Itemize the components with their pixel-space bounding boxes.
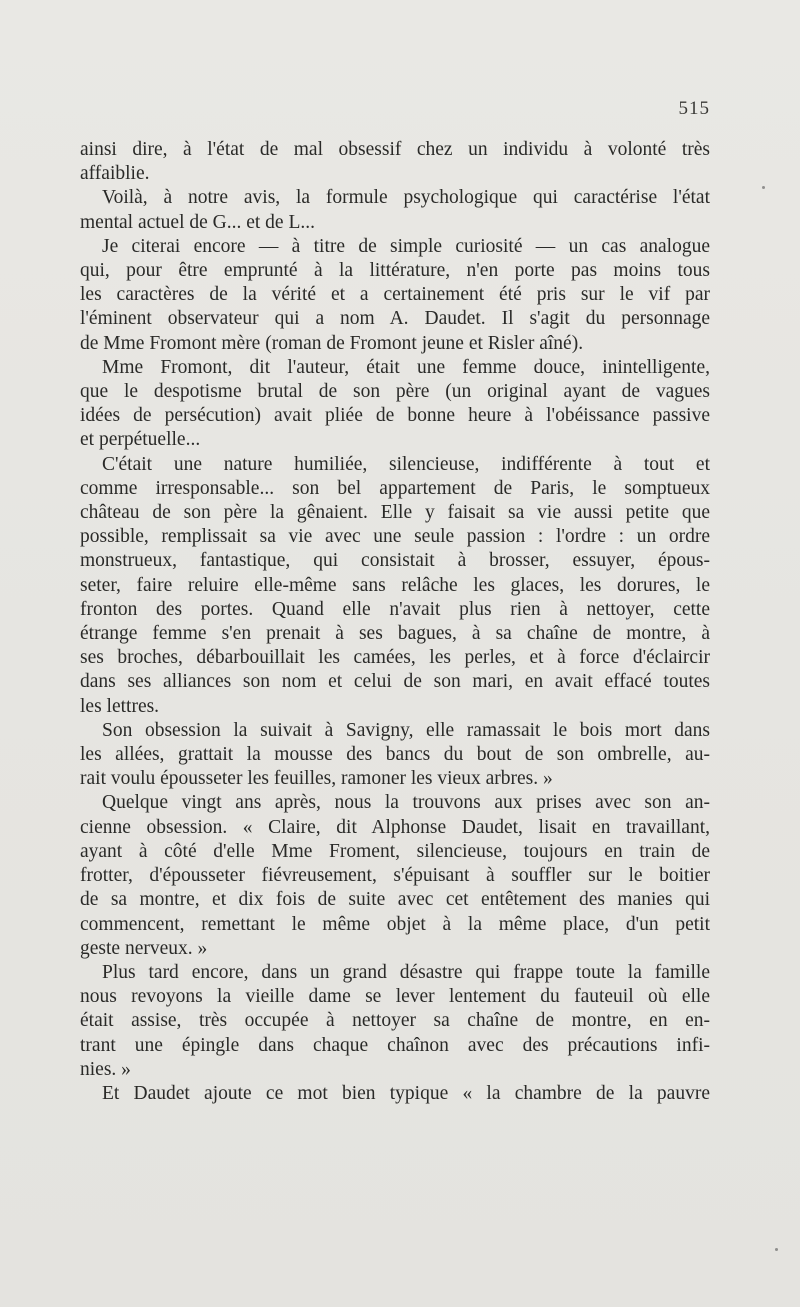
paper-speck bbox=[775, 1248, 778, 1251]
text-line: geste nerveux. » bbox=[80, 937, 208, 959]
text-line: mental actuel de G... et de L... bbox=[80, 211, 315, 233]
text-line: affaiblie. bbox=[80, 163, 150, 185]
text-line: les lettres. bbox=[80, 695, 160, 717]
text-line: nous revoyons la vieille dame se lever lentement du fauteuil où elle bbox=[80, 986, 710, 1008]
text-line: ses broches, débarbouillait les camées, les perles, et à force d'éclaircir bbox=[80, 647, 710, 669]
text-line: frotter, d'épousseter fiévreusement, s'épuisant à souffler sur le boitier bbox=[80, 865, 710, 887]
text-line: les allées, grattait la mousse des bancs du bout de son ombrelle, au- bbox=[80, 744, 710, 766]
text-line: fronton des portes. Quand elle n'avait plus rien à nettoyer, cette bbox=[80, 598, 710, 620]
text-line: était assise, très occupée à nettoyer sa chaîne de montre, en en- bbox=[80, 1010, 710, 1032]
body-text bbox=[80, 138, 710, 1106]
text-line: Son obsession la suivait à Savigny, elle ramassait le bois mort dans bbox=[102, 719, 710, 741]
text-line: dans ses alliances son nom et celui de son mari, en avait effacé toutes bbox=[80, 671, 710, 693]
text-line: ayant à côté d'elle Mme Froment, silencieuse, toujours en train de bbox=[80, 840, 710, 862]
text-line: Mme Fromont, dit l'auteur, était une femme douce, inintelligente, bbox=[102, 356, 710, 378]
text-line: commencent, remettant le même objet à la même place, d'un petit bbox=[80, 913, 710, 935]
text-line: de Mme Fromont mère (roman de Fromont jeune et Risler aîné). bbox=[80, 332, 584, 354]
text-line: étrange femme s'en prenait à ses bagues, à sa chaîne de montre, à bbox=[80, 623, 710, 645]
text-line: de sa montre, et dix fois de suite avec cet entêtement des manies qui bbox=[80, 889, 710, 911]
text-line: idées de persécution) avait pliée de bonne heure à l'obéissance passive bbox=[80, 405, 710, 427]
text-line: et perpétuelle... bbox=[80, 429, 201, 451]
text-line: seter, faire reluire elle-même sans relâche les glaces, les dorures, le bbox=[80, 574, 710, 596]
text-line: possible, remplissait sa vie avec une seule passion : l'ordre : un ordre bbox=[80, 526, 710, 548]
paper-speck bbox=[762, 186, 765, 189]
text-line: Plus tard encore, dans un grand désastre qui frappe toute la famille bbox=[102, 961, 710, 983]
text-line: Quelque vingt ans après, nous la trouvons aux prises avec son an- bbox=[102, 792, 710, 814]
text-line: comme irresponsable... son bel appartement de Paris, le somptueux bbox=[80, 477, 710, 499]
text-line: l'éminent observateur qui a nom A. Daudet. Il s'agit du personnage bbox=[80, 308, 710, 330]
text-line: Je citerai encore — à titre de simple curiosité — un cas analogue bbox=[102, 235, 710, 257]
text-line: que le despotisme brutal de son père (un original ayant de vagues bbox=[80, 381, 710, 403]
text-line: nies. » bbox=[80, 1058, 131, 1080]
text-line: château de son père la gênaient. Elle y faisait sa vie aussi petite que bbox=[80, 502, 710, 524]
text-line: qui, pour être emprunté à la littérature, n'en porte pas moins tous bbox=[80, 260, 710, 282]
text-line: monstrueux, fantastique, qui consistait à brosser, essuyer, épous- bbox=[80, 550, 710, 572]
text-line: trant une épingle dans chaque chaînon avec des précautions infi- bbox=[80, 1034, 710, 1056]
text-line: cienne obsession. « Claire, dit Alphonse Daudet, lisait en travaillant, bbox=[80, 816, 710, 838]
text-line: ainsi dire, à l'état de mal obsessif chez un individu à volonté très bbox=[80, 139, 710, 160]
text-line: rait voulu épousseter les feuilles, ramoner les vieux arbres. » bbox=[80, 768, 553, 790]
text-line: Voilà, à notre avis, la formule psychologique qui caractérise l'état bbox=[102, 187, 710, 209]
text-line: C'était une nature humiliée, silencieuse, indifférente à tout et bbox=[102, 453, 710, 475]
text-line: Et Daudet ajoute ce mot bien typique « la chambre de la pauvre bbox=[102, 1082, 710, 1104]
page-number: 515 bbox=[678, 98, 710, 119]
text-line: les caractères de la vérité et a certainement été pris sur le vif par bbox=[80, 284, 710, 306]
